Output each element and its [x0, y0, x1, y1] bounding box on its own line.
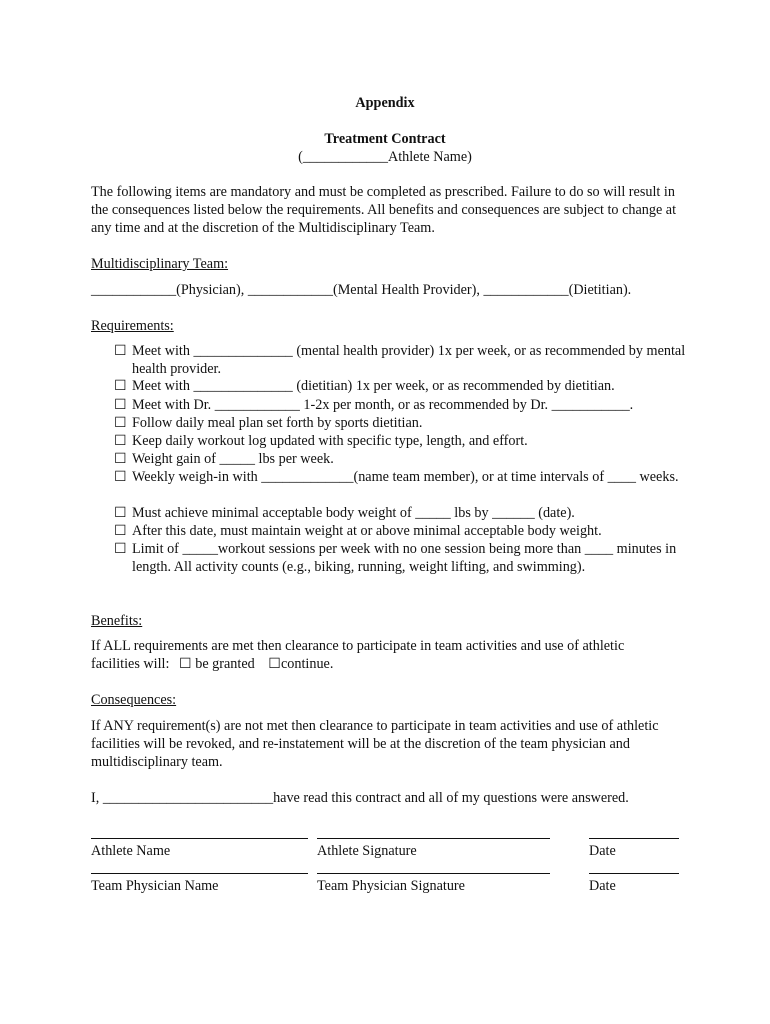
requirements-heading: Requirements:	[91, 318, 174, 334]
physician-signature-line[interactable]	[317, 873, 550, 874]
checkbox-icon[interactable]: ☐	[268, 656, 281, 672]
requirement-item[interactable]	[114, 468, 694, 486]
consequences-paragraph: If ANY requirement(s) are not met then clearance to participate in team activities and use of athletic facilities will be revoked, and re-instatement will be at the discretion of the team physician and multidisciplinary team.	[91, 718, 659, 770]
option-continue: continue.	[281, 656, 334, 672]
physician-signature-label: Team Physician Signature	[317, 878, 465, 894]
checkbox-icon[interactable]: ☐	[114, 343, 127, 359]
requirement-item[interactable]	[114, 396, 694, 414]
requirement-item[interactable]	[114, 377, 694, 395]
requirement-item[interactable]	[114, 414, 694, 432]
requirement-text: After this date, must maintain weight at or above minimal acceptable body weight.	[132, 523, 602, 539]
requirement-text: Meet with ______________ (dietitian) 1x per week, or as recommended by dietitian.	[132, 378, 615, 394]
athlete-name-line: (____________Athlete Name)	[298, 149, 472, 165]
athlete-signature-label: Athlete Signature	[317, 843, 417, 859]
checkbox-icon[interactable]: ☐	[114, 469, 127, 485]
consequences-heading: Consequences:	[91, 692, 177, 708]
requirement-item[interactable]	[114, 450, 694, 468]
checkbox-icon[interactable]: ☐	[114, 397, 127, 413]
benefits-options	[91, 655, 333, 673]
physician-name-line[interactable]	[91, 873, 308, 874]
contract-title: Treatment Contract	[324, 131, 446, 147]
requirement-text: Weekly weigh-in with _____________(name team member), or at time intervals of ____ weeks.	[132, 469, 679, 485]
team-heading: Multidisciplinary Team:	[91, 256, 229, 272]
requirement-item[interactable]	[114, 522, 694, 540]
checkbox-icon[interactable]: ☐	[114, 451, 127, 467]
requirement-item[interactable]	[114, 504, 694, 522]
appendix-title: Appendix	[355, 95, 415, 111]
requirement-text: Limit of _____workout sessions per week with no one session being more than ____ minutes in length. All activity counts (e.g., biking, running, weight lifting, and swimming).	[132, 541, 677, 575]
option-be-granted: be granted	[195, 656, 255, 672]
intro-paragraph: The following items are mandatory and must be completed as prescribed. Failure to do so will result in the consequences listed below the requirements. All benefits and consequences are subject to change at any time and at the discretion of the Multidisciplinary Team.	[91, 184, 677, 236]
date-label: Date	[589, 878, 616, 894]
requirement-item[interactable]	[114, 540, 694, 576]
date-line[interactable]	[589, 873, 679, 874]
requirement-item[interactable]	[114, 432, 694, 450]
checkbox-icon[interactable]: ☐	[114, 541, 127, 557]
date-label: Date	[589, 843, 616, 859]
athlete-name-label: Athlete Name	[91, 843, 171, 859]
checkbox-icon[interactable]: ☐	[114, 378, 127, 394]
requirement-text: Keep daily workout log updated with specific type, length, and effort.	[132, 433, 528, 449]
requirement-text: Meet with Dr. ____________ 1-2x per month, or as recommended by Dr. ___________.	[132, 397, 634, 413]
checkbox-icon[interactable]: ☐	[178, 656, 192, 672]
requirement-text: Must achieve minimal acceptable body weight of _____ lbs by ______ (date).	[132, 505, 575, 521]
checkbox-icon[interactable]: ☐	[114, 505, 127, 521]
requirement-text: Meet with ______________ (mental health provider) 1x per week, or as recommended by mental health provider.	[132, 343, 686, 377]
checkbox-icon[interactable]: ☐	[114, 433, 127, 449]
physician-name-label: Team Physician Name	[91, 878, 219, 894]
benefits-line: If ALL requirements are met then clearance to participate in team activities and use of athletic	[91, 638, 625, 654]
athlete-name-line[interactable]	[91, 838, 308, 839]
requirement-item[interactable]	[114, 342, 694, 378]
requirement-text: Weight gain of _____ lbs per week.	[132, 451, 334, 467]
benefits-prefix: facilities will:	[91, 656, 170, 672]
requirement-text: Follow daily meal plan set forth by sports dietitian.	[132, 415, 423, 431]
acknowledgement-line: I, ________________________have read this contract and all of my questions were answered.	[91, 790, 629, 806]
checkbox-icon[interactable]: ☐	[114, 523, 127, 539]
benefits-heading: Benefits:	[91, 613, 143, 629]
team-line: ____________(Physician), ____________(Mental Health Provider), ____________(Dietitian).	[91, 282, 632, 298]
athlete-signature-line[interactable]	[317, 838, 550, 839]
date-line[interactable]	[589, 838, 679, 839]
checkbox-icon[interactable]: ☐	[114, 415, 127, 431]
